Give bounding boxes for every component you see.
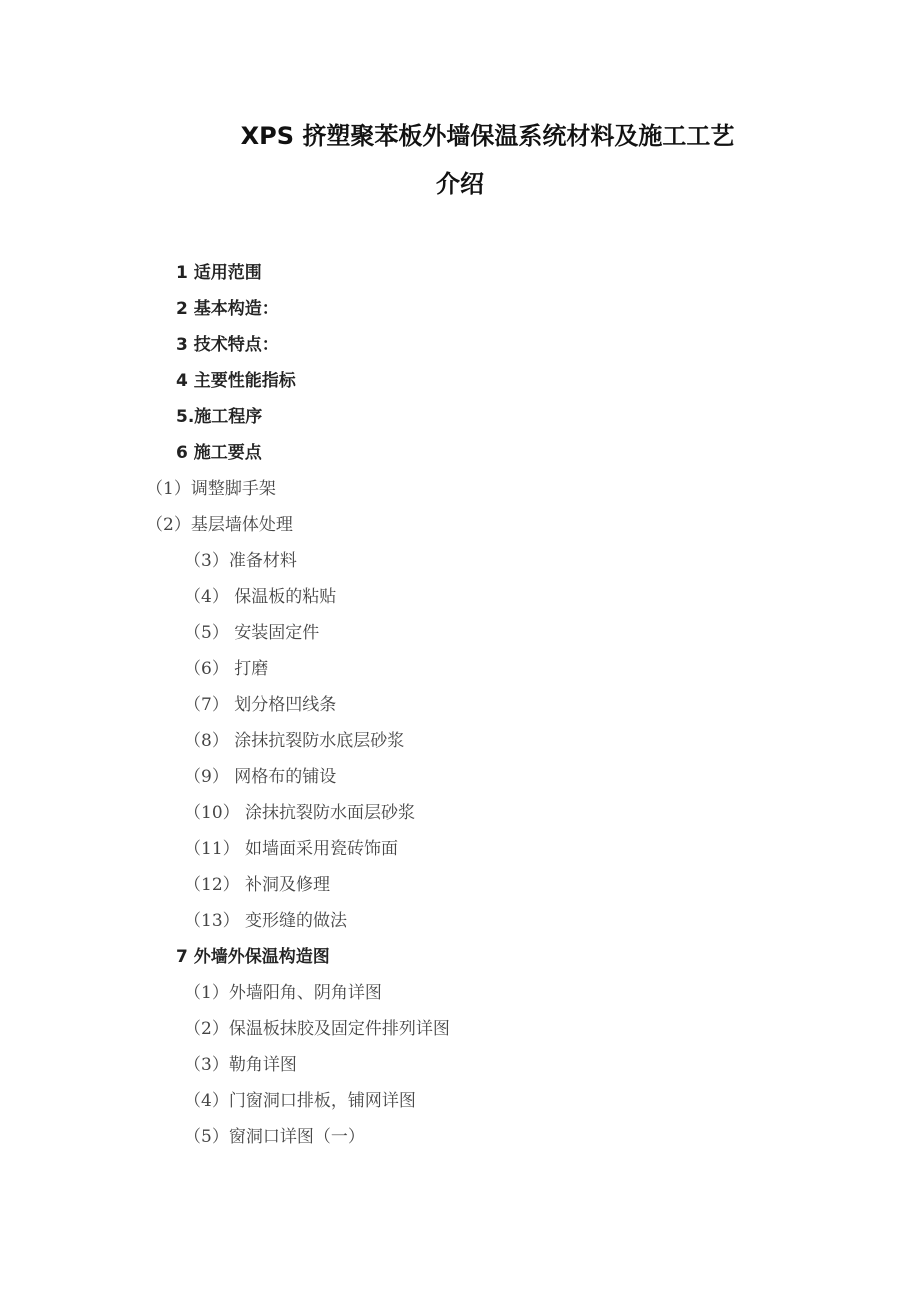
- toc-section-3: 3 技术特点：: [176, 335, 279, 355]
- toc-item: （5） 安装固定件: [184, 623, 320, 643]
- toc-item: （6） 打磨: [184, 659, 269, 679]
- toc-item: （2）保温板抹胶及固定件排列详图: [184, 1019, 450, 1039]
- toc-item: （11） 如墙面采用瓷砖饰面: [184, 839, 399, 859]
- toc-item: （4） 保温板的粘贴: [184, 587, 337, 607]
- document-title-continued: 介绍: [436, 170, 484, 198]
- toc-item: （2）基层墙体处理: [146, 515, 293, 535]
- toc-item: （3）勒角详图: [184, 1055, 297, 1075]
- toc-item: （13） 变形缝的做法: [184, 911, 348, 931]
- toc-item: （4）门窗洞口排板，铺网详图: [184, 1091, 416, 1111]
- toc-item: （10） 涂抹抗裂防水面层砂浆: [184, 803, 416, 823]
- toc-item: （8） 涂抹抗裂防水底层砂浆: [184, 731, 405, 751]
- document-title: XPS 挤塑聚苯板外墙保温系统材料及施工工艺: [240, 122, 735, 150]
- toc-item: （7） 划分格凹线条: [184, 695, 337, 715]
- toc-item: （9） 网格布的铺设: [184, 767, 337, 787]
- toc-item: （3）准备材料: [184, 551, 297, 571]
- toc-section-4: 4 主要性能指标: [176, 371, 296, 391]
- toc-section-2: 2 基本构造：: [176, 299, 279, 319]
- toc-section-1: 1 适用范围: [176, 263, 262, 283]
- toc-section-5: 5.施工程序: [176, 407, 263, 427]
- toc-item: （1）调整脚手架: [146, 479, 276, 499]
- toc-item: （5）窗洞口详图（一）: [184, 1127, 365, 1147]
- toc-item: （1）外墙阳角、阴角详图: [184, 983, 382, 1003]
- toc-section-7: 7 外墙外保温构造图: [176, 947, 330, 967]
- toc-section-6: 6 施工要点: [176, 443, 262, 463]
- toc-item: （12） 补洞及修理: [184, 875, 331, 895]
